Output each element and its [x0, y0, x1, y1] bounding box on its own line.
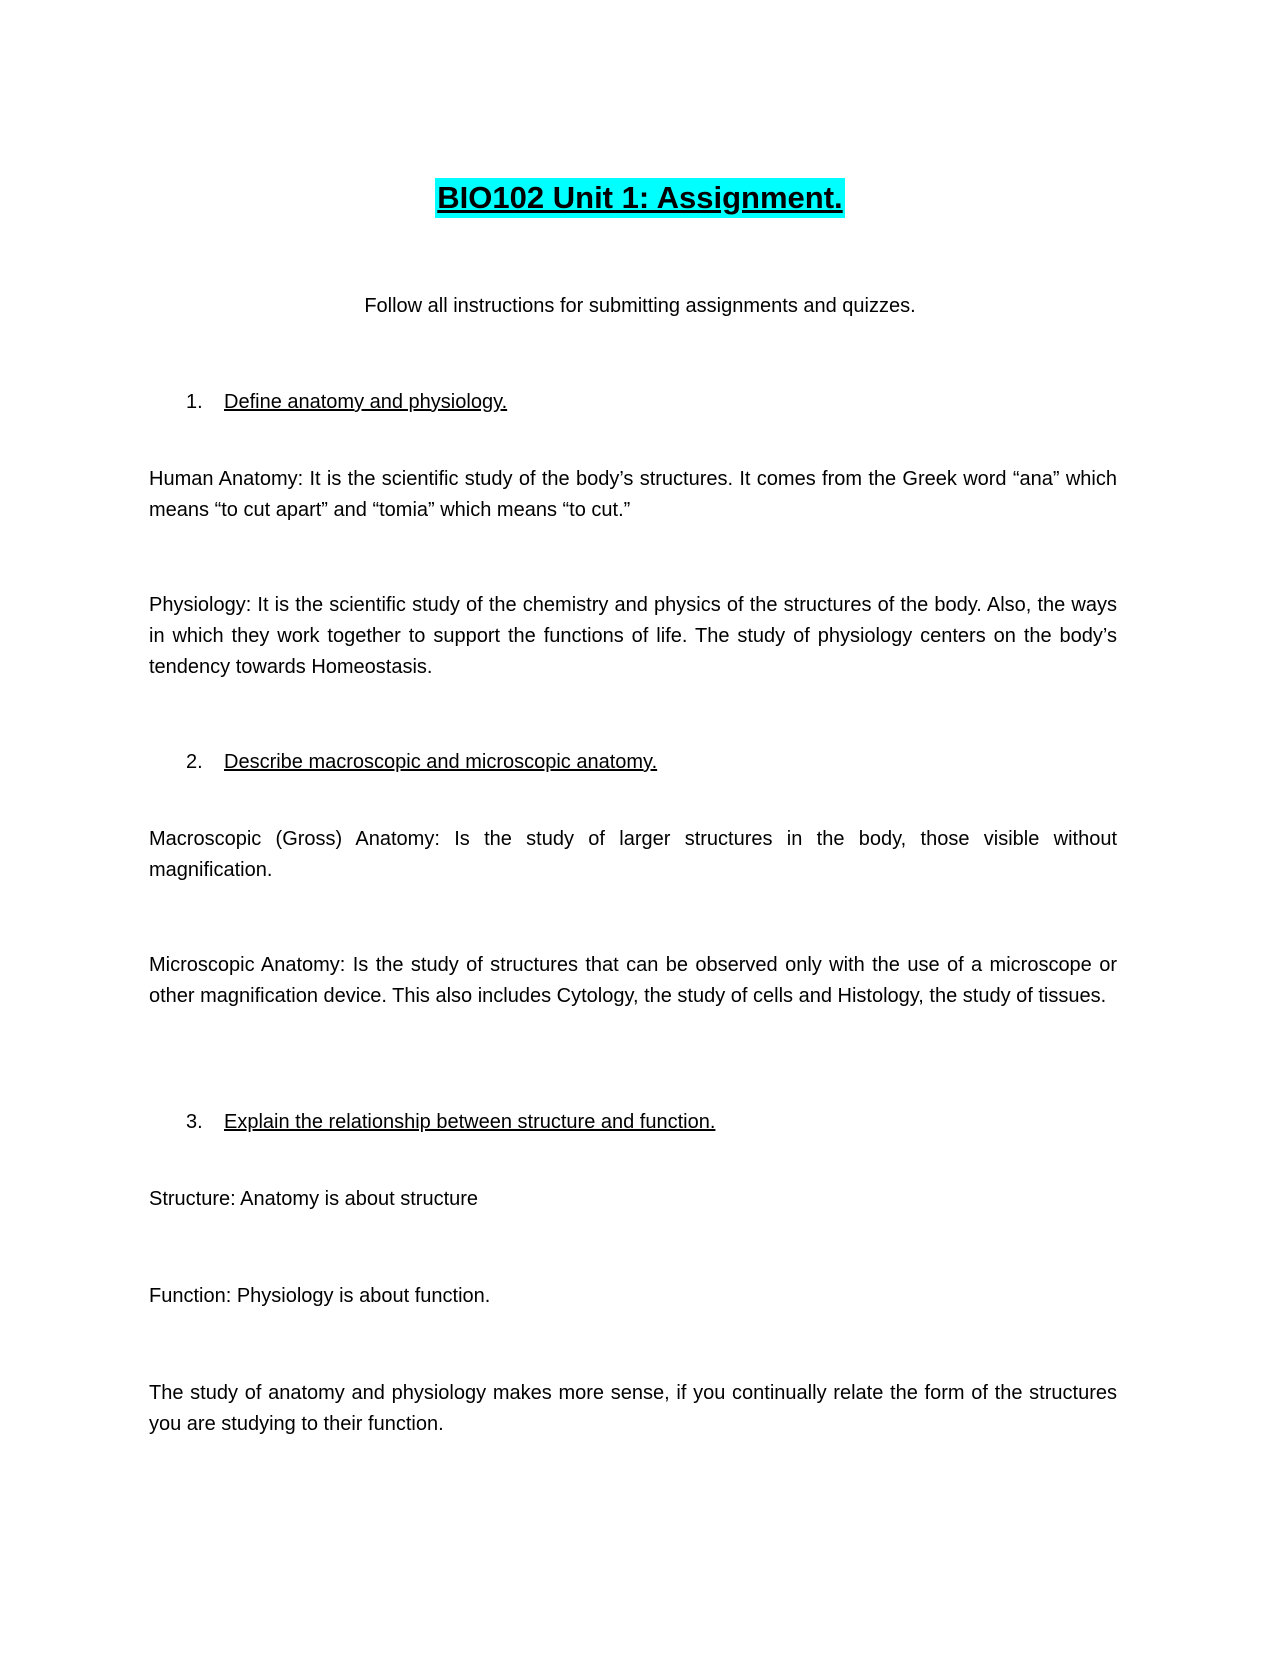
question-text: Define anatomy and physiology.: [224, 391, 508, 413]
answer-macroscopic-anatomy: Macroscopic (Gross) Anatomy: Is the study of larger structures in the body, those visible without magnification.: [149, 828, 1117, 881]
question-text: Describe macroscopic and microscopic anatomy.: [224, 751, 658, 773]
page-title: BIO102 Unit 1: Assignment.: [435, 178, 844, 218]
answer-function: Function: Physiology is about function.: [149, 1285, 491, 1307]
question-number: 3.: [186, 1111, 203, 1133]
answer-relationship-summary: The study of anatomy and physiology makes more sense, if you continually relate the form of the structures you are studying to their function.: [149, 1382, 1117, 1435]
question-text: Explain the relationship between structure and function.: [224, 1111, 716, 1133]
answer-human-anatomy: Human Anatomy: It is the scientific study of the body’s structures. It comes from the Greek word “ana” which means “to cut apart” and “tomia” which means “to cut.”: [149, 468, 1117, 521]
question-2: [186, 748, 657, 776]
question-3: [186, 1108, 715, 1136]
answer-microscopic-anatomy: Microscopic Anatomy: Is the study of structures that can be observed only with the use of a microscope or other magnification device. This also includes Cytology, the study of cells and Histology, the study of tissues.: [149, 954, 1117, 1007]
question-number: 2.: [186, 751, 203, 773]
instructions-text: Follow all instructions for submitting assignments and quizzes.: [364, 295, 916, 317]
answer-structure: Structure: Anatomy is about structure: [149, 1188, 479, 1210]
answer-physiology: Physiology: It is the scientific study of the chemistry and physics of the structures of the body. Also, the ways in which they work together to support the functions of life. The study of physiology centers on the body’s tendency towards Homeostasis.: [149, 594, 1117, 678]
question-1: [186, 388, 507, 416]
title-container: [0, 178, 1280, 218]
question-number: 1.: [186, 391, 203, 413]
